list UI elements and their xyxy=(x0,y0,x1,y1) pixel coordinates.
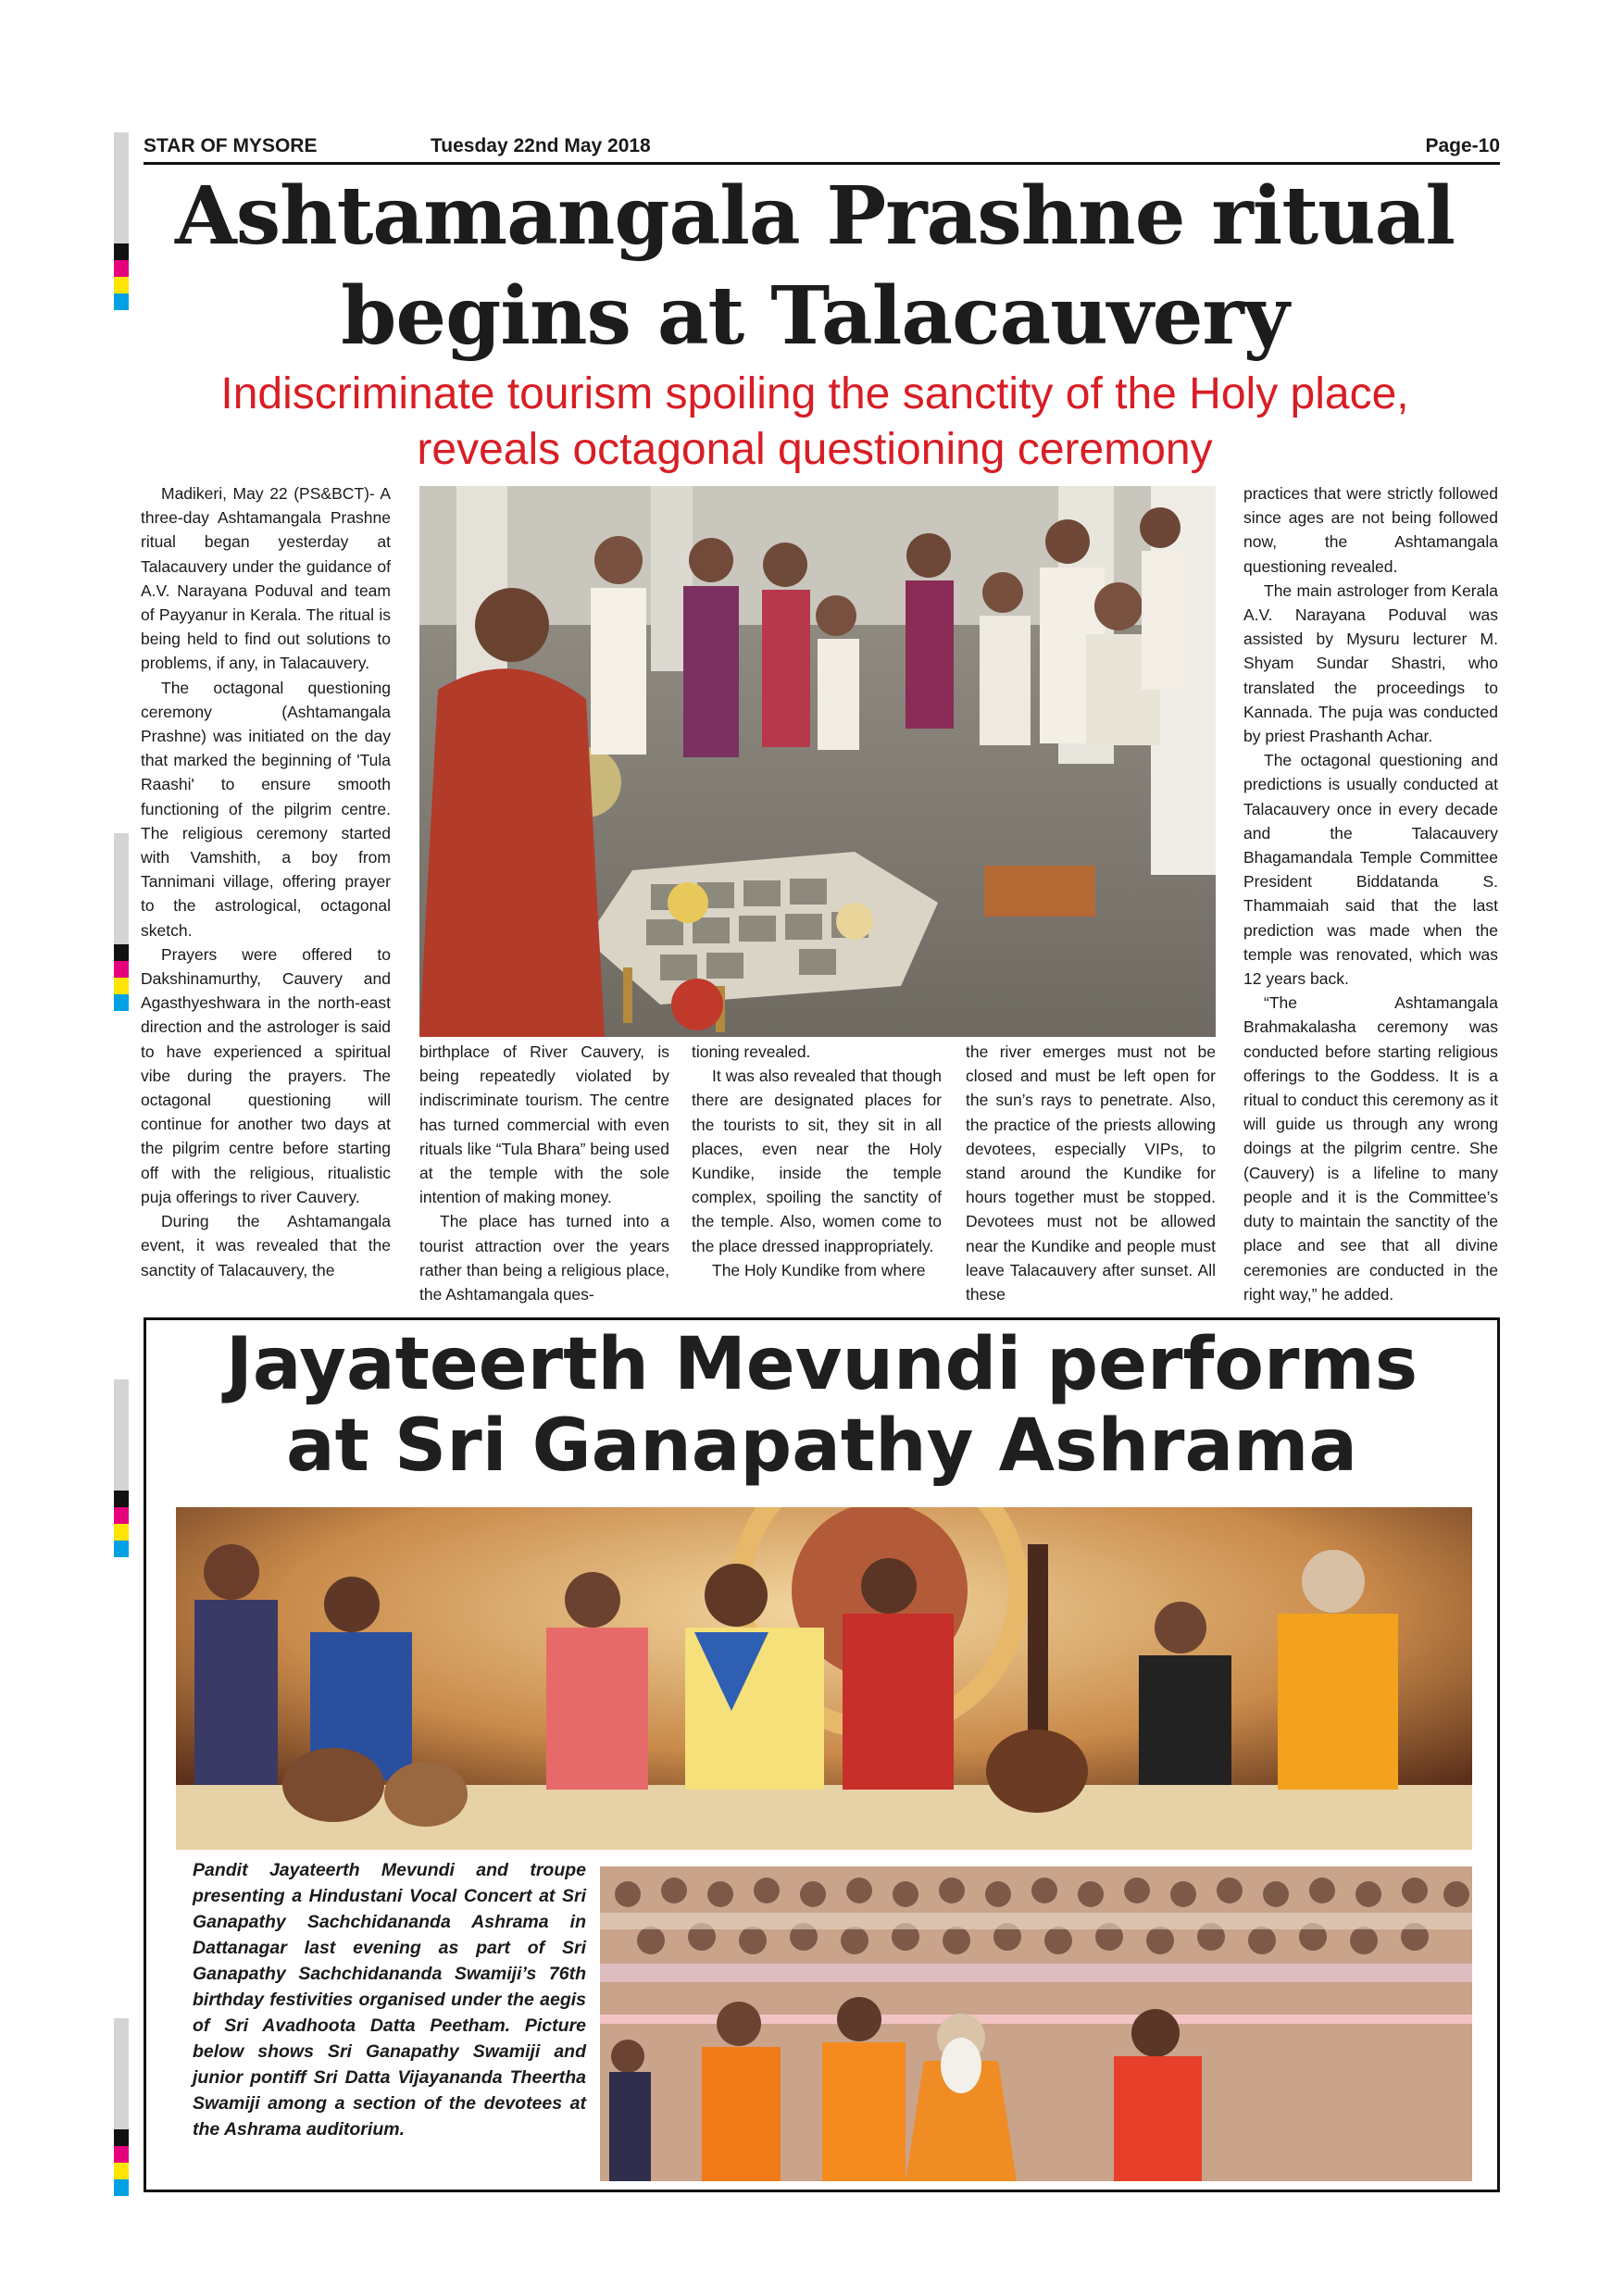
masthead xyxy=(144,133,1500,165)
registration-marks-bottom xyxy=(114,2018,129,2196)
devotees-photo xyxy=(600,1866,1472,2181)
article2-caption: Pandit Jayateerth Mevundi and troupe presenting a Hindustani Vocal Concert at Sri Ganapathy Sachchidananda Ashrama in Dattanagar last evening as part of Sri Ganapathy Sachchidananda Swamiji’s 76th birthday festivities organised under the aegis of Sri Avadhoota Datta Peetham. Picture below shows Sri Ganapathy Swamiji and junior pontiff Sri Datta Vijayananda Theertha Swamiji among a section of the devotees at the Ashrama auditorium. xyxy=(193,1860,586,2140)
article1-column-1 xyxy=(141,481,391,1282)
col1-paragraph: The octagonal questioning ceremony (Ashtamangala Prashne) was initiated on the day that marked the beginning of 'Tula Raashi' to ensure smooth functioning of the pilgrim centre. The religious ceremony started with Vamshith, a boy from Tannimani village, offering prayer to the astrological, octagonal sketch. xyxy=(141,678,391,940)
temple-ritual-photo xyxy=(419,486,1216,1037)
col5-paragraph: “The Ashtamangala Brahmakalasha ceremony was conducted before starting religious offerings to the Goddess. It is a ritual to conduct this ceremony as it will guide us through any wrong doings at the pilgrim centre. She (Cauvery) is a lifeline to many people and it is the Committee’s duty to maintain the sanctity of the place and see that all divine ceremonies are conducted in the right way,” he added. xyxy=(1243,993,1498,1304)
article1-headline-line1: Ashtamangala Prashne ritual xyxy=(174,169,1455,263)
article1-column-5 xyxy=(1243,481,1498,1306)
paper-name: STAR OF MYSORE xyxy=(144,135,318,156)
article1-subhead-line2: reveals octagonal questioning ceremony xyxy=(417,425,1213,474)
concert-photo xyxy=(176,1507,1472,1850)
col5-paragraph: The main astrologer from Kerala A.V. Narayana Poduval was assisted by Mysuru lecturer M. Shyam Sundar Shastri, who translated the proceedings to Kannada. The puja was conducted by priest Prashanth Achar. xyxy=(1243,580,1498,746)
col2-paragraph: The place has turned into a tourist attraction over the years rather than being a religious place, the Ashtamangala ques- xyxy=(419,1212,669,1304)
col2-paragraph: birthplace of River Cauvery, is being repeatedly violated by indiscriminate tourism. The centre has turned commercial with even rituals like “Tula Bhara” being used at the temple with the sole intention of making money. xyxy=(419,1042,669,1207)
article1-column-4 xyxy=(966,1040,1216,1306)
article1-subhead-line1: Indiscriminate tourism spoiling the sanctity of the Holy place, xyxy=(220,369,1409,418)
page-number: Page-10 xyxy=(1425,135,1500,156)
registration-marks-lower xyxy=(114,1379,129,1557)
article1-column-2 xyxy=(419,1040,669,1306)
col5-paragraph: The octagonal questioning and predictions is usually conducted at Talacauvery once in every decade and the Talacauvery Bhagamandala Temple Committee President Biddatanda S. Thammaiah said that the last prediction was made when the temple was renovated, which was 12 years back. xyxy=(1243,751,1498,989)
temple-ritual-illustration xyxy=(419,486,1216,1037)
col3-paragraph: The Holy Kundike from where xyxy=(712,1260,926,1279)
issue-date: Tuesday 22nd May 2018 xyxy=(431,135,651,156)
article1-headline-line2: begins at Talacauvery xyxy=(341,269,1289,363)
col1-paragraph: Prayers were offered to Dakshinamurthy, Cauvery and Agasthyeshwara in the north-east direction and the astrologer is said to have experienced a spiritual vibe during the prayers. The octagonal questioning will continue for another two days at the pilgrim centre before starting off with the religious, ritualistic puja offerings to river Cauvery. xyxy=(141,944,391,1206)
col1-paragraph: During the Ashtamangala event, it was revealed that the sanctity of Talacauvery, the xyxy=(141,1212,391,1279)
article2-box xyxy=(144,1317,1500,2192)
article2-headline-line2: at Sri Ganapathy Ashrama xyxy=(285,1404,1358,1488)
article2-headline-line1: Jayateerth Mevundi performs xyxy=(225,1323,1418,1406)
article1-column-3 xyxy=(692,1040,942,1282)
devotees-illustration xyxy=(600,1866,1472,2181)
col3-paragraph: tioning revealed. xyxy=(692,1042,811,1061)
col3-paragraph: It was also revealed that though there are designated places for the tourists to sit, they sit in all places, even near the Holy Kundike, inside the temple complex, spoiling the sanctity of the temple. Also, women come to the place dressed inappropriately. xyxy=(692,1067,942,1255)
col4-paragraph: the river emerges must not be closed and must be left open for the sun’s rays to penetrate. Also, the practice of the priests allowing devotees, especially VIPs, to stand around the Kundike for hours together must be stopped. Devotees must not be allowed near the Kundike and people must leave Talacauvery after sunset. All these xyxy=(966,1042,1216,1304)
col1-paragraph: Madikeri, May 22 (PS&BCT)- A three-day Ashtamangala Prashne ritual began yesterday at Talacauvery under the guidance of A.V. Narayana Poduval and team of Payyanur in Kerala. The ritual is being held to find out solutions to problems, if any, in Talacauvery. xyxy=(141,484,391,673)
col5-paragraph: practices that were strictly followed since ages are not being followed now, the Ashtamangala questioning revealed. xyxy=(1243,484,1498,576)
concert-illustration xyxy=(176,1507,1472,1850)
registration-marks-middle xyxy=(114,833,129,1011)
